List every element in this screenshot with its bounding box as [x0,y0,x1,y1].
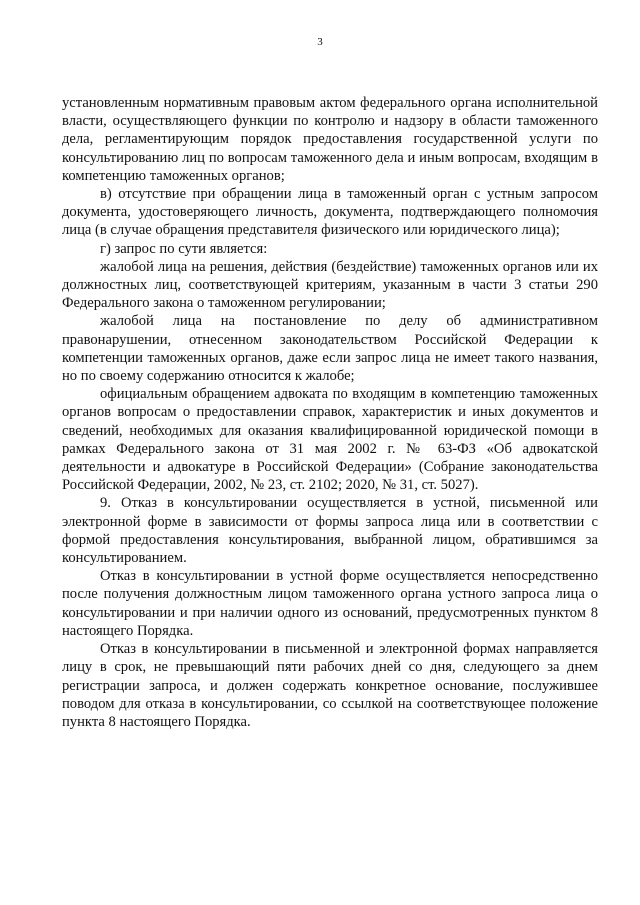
paragraph-written-refusal: Отказ в консультировании в письменной и электронной формах направляется лицу в срок, не превышающий пяти рабочих дней со дня, следующего за днем регистрации запроса, и должен содержать конкретное основание, послужившее поводом для отказа в консультировании, со ссылкой на соответствующее положение пункта 8 настоящего Порядка. [62,641,598,730]
paragraph-item-g: г) запрос по сути является: [100,240,268,257]
paragraph-oral-refusal: Отказ в консультировании в устной форме осуществляется непосредственно после получения должностным лицом таможенного органа устного запроса лица о консультировании и при наличии одного из оснований, предусмотренных пунктом 8 настоящего Порядка. [62,568,598,639]
paragraph-complaint-ruling: жалобой лица на постановление по делу об административном правонарушении, отнесенном законодательством Российской Федерации к компетенции таможенных органов, даже если запрос лица не имеет такого названия, но по своему содержанию относится к жалобе; [62,313,598,385]
paragraph-complaint: жалобой лица на решения, действия (бездействие) таможенных органов или их должностных лиц, соответствующей критериям, указанным в части 3 статьи 290 Федерального закона о таможенном регулировании; [62,258,598,312]
page-number: 3 [317,36,323,48]
paragraph-lawyer-request: официальным обращением адвоката по входящим в компетенцию таможенных органов вопросам о предоставлении справок, характеристик и иных документов и сведений, необходимых для оказания квалифицированной юридической помощи в рамках Федерального закона от 31 мая 2002 г. № 63-ФЗ «Об адвокатской деятельности и адвокатуре в Российской Федерации» (Собрание законодательства Российской Федерации, 2002, № 23, ст. 2102; 2020, № 31, ст. 5027). [62,386,598,494]
paragraph-item-9: 9. Отказ в консультировании осуществляется в устной, письменной или электронной форме в зависимости от формы запроса лица или в соответствии с формой предоставления консультирования, выбранной лицом, обратившимся за консультированием. [62,495,598,567]
document-body [62,94,598,731]
paragraph-item-v: в) отсутствие при обращении лица в таможенный орган с устным запросом документа, удостоверяющего личность, документа, подтверждающего полномочия лица (в случае обращения представителя физического или юридического лица); [62,186,598,239]
paragraph-continuation: установленным нормативным правовым актом федерального органа исполнительной власти, осуществляющего функции по контролю и надзору в области таможенного дела, регламентирующим порядок предоставления государственной услуги по консультированию лиц по вопросам таможенного дела и иным вопросам, входящим в компетенцию таможенных органов; [62,95,598,184]
